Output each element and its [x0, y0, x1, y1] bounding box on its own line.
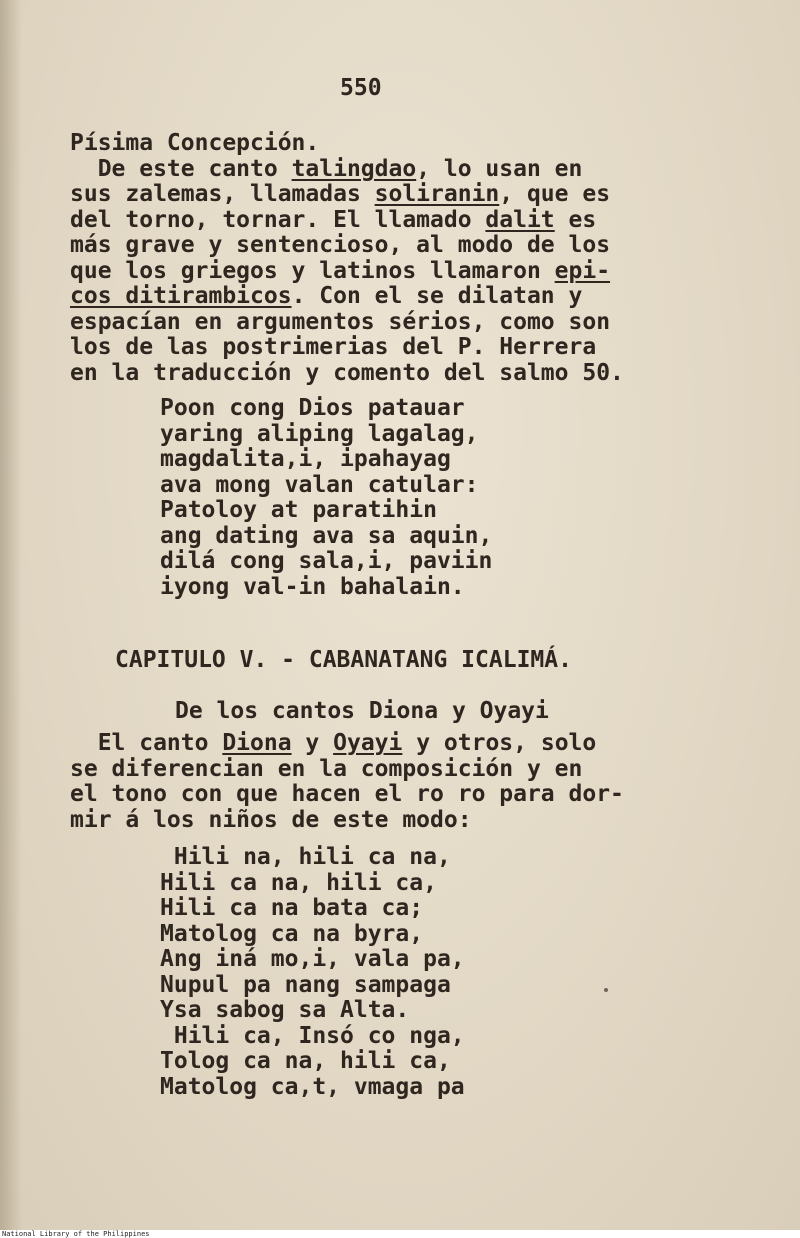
- verse-2-line: Hili na, hili ca na,: [160, 844, 451, 870]
- verse-2-line: Ysa sabog sa Alta.: [160, 997, 410, 1023]
- underlined-term: dalit: [485, 206, 555, 233]
- verse-2-line: Matolog ca,t, vmaga pa: [160, 1073, 465, 1100]
- text-segment: que los griegos y latinos llamaron: [70, 257, 555, 284]
- text-segment: y: [291, 730, 334, 756]
- text-segment: los de las postrimerias del P. Herrera: [70, 334, 597, 360]
- paragraph-1-line: [70, 182, 624, 208]
- text-segment: , que es: [499, 181, 611, 207]
- library-footer: National Library of the Philippines: [0, 1230, 800, 1238]
- text-segment: , lo usan en: [416, 155, 583, 182]
- paragraph-2-line: [70, 757, 624, 783]
- verse-1-line: ava mong valan catular:: [160, 471, 479, 498]
- verse-2-line: Hili ca na bata ca;: [160, 895, 424, 921]
- text-segment: espacían en argumentos sérios, como son: [70, 308, 611, 335]
- verse-2-line: Nupul pa nang sampaga: [160, 971, 451, 998]
- underlined-term: soliranin: [374, 181, 500, 207]
- verse-1-line: Poon cong Dios patauar: [160, 395, 465, 421]
- section-subtitle: De los cantos Diona y Oyayi: [175, 698, 549, 724]
- text-segment: El canto: [70, 730, 223, 756]
- paragraph-1-line: [70, 361, 624, 387]
- text-segment: el tono con que hacen el ro ro para dor-: [70, 781, 624, 807]
- verse-1-line: ang dating ava sa aquin,: [160, 522, 493, 549]
- text-segment: De este canto: [70, 155, 292, 182]
- underlined-term: epi-: [554, 257, 611, 284]
- paragraph-2-line: [70, 782, 624, 808]
- text-segment: y otros, solo: [402, 730, 597, 756]
- verse-2-line: Tolog ca na, hili ca,: [160, 1048, 451, 1074]
- text-segment: sus zalemas, llamadas: [70, 181, 375, 207]
- text-segment: en la traducción y comento del salmo 50.: [70, 359, 624, 386]
- underlined-term: Diona: [222, 730, 292, 756]
- paragraph-1-line: [70, 208, 624, 234]
- paragraph-1-line: [70, 284, 624, 310]
- text-segment: Písima Concepción.: [70, 130, 320, 156]
- page-gutter-shadow: [0, 0, 22, 1230]
- text-segment: es: [554, 206, 597, 233]
- text-segment: del torno, tornar. El llamado: [70, 206, 486, 233]
- text-segment: se diferencian en la composición y en: [70, 755, 583, 782]
- underlined-term: cos ditirambicos: [70, 283, 292, 309]
- verse-2-line: Hili ca na, hili ca,: [160, 869, 437, 896]
- paragraph-2: [70, 731, 624, 833]
- paragraph-1-line: [70, 335, 624, 361]
- verse-1-line: iyong val-in bahalain.: [160, 573, 465, 600]
- underlined-term: talingdao: [291, 155, 417, 182]
- verse-1: [160, 396, 492, 600]
- text-segment: mir á los niños de este modo:: [70, 806, 472, 833]
- verse-2: [160, 845, 465, 1100]
- paragraph-2-line: [70, 731, 624, 757]
- verse-1-line: magdalita,i, ipahayag: [160, 446, 451, 472]
- verse-1-line: yaring aliping lagalag,: [160, 420, 479, 447]
- chapter-heading: CAPITULO V. - CABANATANG ICALIMÁ.: [115, 647, 572, 673]
- verse-2-line: Matolog ca na byra,: [160, 920, 424, 947]
- paragraph-1-line: [70, 131, 624, 157]
- paragraph-1: [70, 131, 624, 386]
- ink-speck: [604, 988, 608, 992]
- paragraph-1-line: [70, 157, 624, 183]
- verse-2-line: Ang iná mo,i, vala pa,: [160, 946, 465, 972]
- paragraph-1-line: [70, 310, 624, 336]
- page-number: 550: [340, 75, 382, 101]
- verse-2-line: Hili ca, Insó co nga,: [160, 1022, 465, 1049]
- paragraph-1-line: [70, 259, 624, 285]
- underlined-term: Oyayi: [333, 730, 403, 756]
- verse-1-line: Patoloy at paratihin: [160, 497, 437, 523]
- text-segment: . Con el se dilatan y: [291, 283, 583, 309]
- paragraph-1-line: [70, 233, 624, 259]
- verse-1-line: dilá cong sala,i, paviin: [160, 548, 493, 574]
- text-segment: más grave y sentencioso, al modo de los: [70, 232, 611, 258]
- paragraph-2-line: [70, 808, 624, 834]
